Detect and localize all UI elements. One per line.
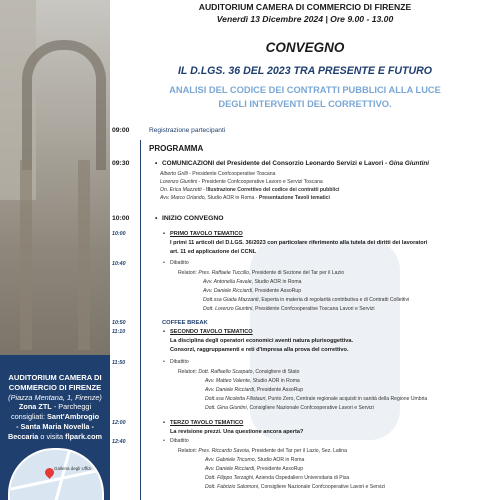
zone-label: Zona ZTL [18,402,52,412]
speaker: Dott.ssa Nicoletta Filistauri, Punto Zero, Centrale regionale acquisti in sanità della Regione Umbria [205,396,428,402]
speaker: Dott. Fabrizio Salomoni, Consigliere Nazionale Confcooperative Lavori e Servizi [205,484,386,490]
parking-1: Sant'Ambrogio [47,412,100,422]
registration-label: Registrazione partecipanti [149,127,226,134]
speaker: Dott. Filippo Terzaghi, Azienda Ospedaliero Universitaria di Pisa [205,475,350,481]
t2-title: • SECONDO TAVOLO TEMATICO [170,328,253,336]
t2-time: 11:10 [112,329,126,335]
reg-time: 09:00 [112,127,130,134]
debate2-time: 11:50 [112,360,126,366]
comm-title: • COMUNICAZIONI del Presidente del Consorzio Leonardo Servizi e Lavori - Gina Giuntini [162,160,429,168]
date-line: Venerdì 13 Dicembre 2024 | Ore 9.00 - 13.00 [216,14,394,24]
venue-address: (Piazza Mentana, 1, Firenze) [8,392,102,402]
t1-desc-2: art. 11 ed applicazione dei CCNL [170,249,257,255]
debate3-label: • Dibattito [170,438,189,445]
coffee-time: 10:50 [112,320,126,326]
speaker: Avv. Daniele Ricciardi, Presidente AssoRup [205,387,304,393]
venue-info: AUDITORIUM CAMERA DI COMMERCIO DI FIRENZE (Piazza Mentana, 1, Firenze) Zona ZTL - Parcheggi consigliati: Sant'Ambrogio - Santa Maria Novella - Beccaria o visita flpark.com [4,373,106,442]
speaker: Relatori: Pres. Riccardo Savoia, Presidente del Tar per il Lazio, Sez. Latina [178,448,347,454]
venue-line: AUDITORIUM CAMERA DI COMMERCIO DI FIRENZE [198,2,412,12]
speaker: Dott. Lorenzo Giuntini, Presidente Confcooperative Toscana Lavori e Servizi [203,306,375,312]
parking-2: - Santa Maria Novella - [16,421,94,431]
start-time: 10:00 [112,215,130,222]
t1-title: • PRIMO TAVOLO TEMATICO [170,230,243,238]
timeline-divider [140,140,141,500]
t3-title: • TERZO TAVOLO TEMATICO [170,419,243,427]
comm-time: 09:30 [112,160,130,167]
building-photo [0,0,110,355]
comm-line: Alberto Grilli - Presidente Confcooperative Toscana [160,171,276,177]
debate3-time: 12:40 [112,439,126,445]
speaker: Avv. Daniele Ricciardi, Presidente AssoRup [203,288,302,294]
event-subtitle: ANALISI DEL CODICE DEI CONTRATTI PUBBLICI ALLA LUCE DEGLI INTERVENTI DEL CORRETTIVO. [169,85,441,109]
comm-line: Avv. Marco Orlando, Studio AOR in Roma - Presentazione Tavoli tematici [160,195,330,201]
speaker: Avv. Matteo Valente, Studio AOR in Roma [205,378,300,384]
speaker: Relatori: Dott. Raffaello Scarpato, Consigliere di Stato [178,369,300,375]
start-label: • INIZIO CONVEGNO [162,215,224,223]
t3-desc: La revisione prezzi. Una questione ancora aperta? [170,429,304,435]
event-title: IL D.LGS. 36 DEL 2023 TRA PRESENTE E FUTURO [177,65,433,77]
speaker: Relatori: Pres. Raffaele Tuccillo, Presidente di Sezione del Tar per il Lazio [178,270,345,276]
debate1-label: • Dibattito [170,260,189,267]
event-type: CONVEGNO [265,40,345,55]
t2-desc-2: Consorzi, raggruppamenti e reti d'impresa alla prova del correttivo. [170,347,349,353]
coffee-break-label: COFFEE BREAK [162,320,208,326]
speaker: Avv. Gabriele Tricomo, Studio AOR in Roma [205,457,305,463]
t2-desc-1: La disciplina degli operatori economici aventi natura plurisoggettiva. [170,338,354,344]
speaker: Avv. Antonella Favale, Studio AOR in Roma [203,279,302,285]
t3-time: 12:00 [112,420,126,426]
parking-3: Beccaria [7,431,39,441]
venue-title-2: COMMERCIO DI FIRENZE [8,382,102,392]
t1-desc-1: I primi 11 articoli del D.LGS. 36/2023 con particolare riferimento alla tutela dei diritti dei lavoratori [170,240,428,246]
programma-heading: PROGRAMMA [149,144,204,153]
parking-site-link[interactable]: flpark.com [65,431,103,441]
speaker: Avv. Daniele Ricciardi, Presidente AssoRup [205,466,304,472]
speaker: Dott.ssa Giada Mazzanti, Esperta in materia di regolarità contributiva e di Contratti Collettivi [203,297,410,303]
venue-title-1: AUDITORIUM CAMERA DI [8,373,102,382]
map-label: Galleria degli Uffizi [54,466,92,471]
comm-line: Lorenzo Giuntini - Presidente Confcooperative Lavoro e Servizi Toscana [160,179,323,185]
debate1-time: 10:40 [112,261,126,267]
t1-time: 10:00 [112,231,126,237]
comm-line: On. Erica Mazzetti - Illustrazione Correttivo del codice dei contratti pubblici [160,187,340,193]
debate2-label: • Dibattito [170,359,189,366]
speaker: Dott. Gina Giuntini, Consigliere Nazionale Confcooperative Lavori e Servizi [205,405,374,411]
